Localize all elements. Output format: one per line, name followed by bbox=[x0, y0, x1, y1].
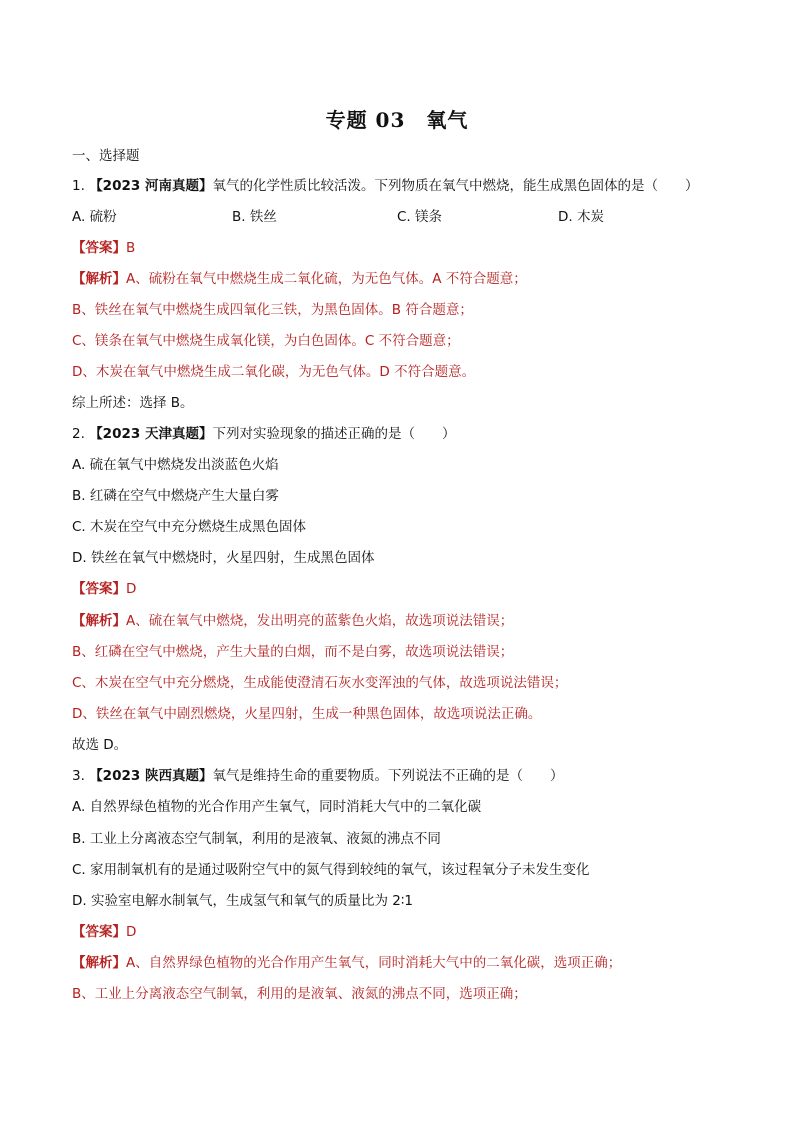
option-d: D. 铁丝在氧气中燃烧时，火星四射，生成黑色固体 bbox=[72, 550, 375, 566]
answer-line bbox=[72, 579, 136, 599]
analysis-label: 【解析】 bbox=[72, 613, 126, 629]
analysis-label: 【解析】 bbox=[72, 955, 126, 971]
question-number: 1. bbox=[72, 178, 85, 194]
question-text: 氧气是维持生命的重要物质。下列说法不正确的是（ ） bbox=[212, 768, 564, 784]
question-number: 2. bbox=[72, 426, 85, 442]
answer-label: 【答案】 bbox=[72, 240, 126, 256]
question-number: 3. bbox=[72, 768, 85, 784]
analysis-line: B、铁丝在氧气中燃烧生成四氧化三铁，为黑色固体。B 符合题意； bbox=[72, 302, 473, 318]
section-heading: 一、选择题 bbox=[72, 148, 140, 164]
option-a: A. 硫在氧气中燃烧发出淡蓝色火焰 bbox=[72, 457, 279, 473]
answer-value: B bbox=[126, 240, 136, 256]
analysis-label: 【解析】 bbox=[72, 271, 126, 287]
answer-line bbox=[72, 922, 136, 942]
option-b: B. 红磷在空气中燃烧产生大量白雾 bbox=[72, 488, 279, 504]
question-3-stem bbox=[72, 766, 563, 786]
analysis-line: C、木炭在空气中充分燃烧，生成能使澄清石灰水变浑浊的气体，故选项说法错误； bbox=[72, 675, 568, 691]
summary-line: 故选 D。 bbox=[72, 737, 128, 753]
option-d: D. 实验室电解水制氧气，生成氢气和氧气的质量比为 2∶1 bbox=[72, 893, 413, 909]
option-d: D. 木炭 bbox=[558, 209, 604, 225]
summary-line: 综上所述：选择 B。 bbox=[72, 395, 194, 411]
analysis-line: B、红磷在空气中燃烧，产生大量的白烟，而不是白雾，故选项说法错误； bbox=[72, 644, 514, 660]
question-source-tag: 【2023 陕西真题】 bbox=[89, 768, 213, 784]
option-a: A. 自然界绿色植物的光合作用产生氧气，同时消耗大气中的二氧化碳 bbox=[72, 799, 482, 815]
analysis-line: D、铁丝在氧气中剧烈燃烧，火星四射，生成一种黑色固体，故选项说法正确。 bbox=[72, 706, 542, 722]
question-source-tag: 【2023 河南真题】 bbox=[89, 178, 213, 194]
analysis-text: A、自然界绿色植物的光合作用产生氧气，同时消耗大气中的二氧化碳，选项正确； bbox=[126, 955, 622, 971]
answer-label: 【答案】 bbox=[72, 581, 126, 597]
question-2-stem bbox=[72, 424, 455, 444]
answer-line bbox=[72, 238, 135, 258]
analysis-line: D、木炭在氧气中燃烧生成二氧化碳，为无色气体。D 不符合题意。 bbox=[72, 364, 476, 380]
answer-value: D bbox=[126, 581, 137, 597]
question-text: 氧气的化学性质比较活泼。下列物质在氧气中燃烧，能生成黑色固体的是（ ） bbox=[212, 178, 699, 194]
analysis-text: A、硫在氧气中燃烧，发出明亮的蓝紫色火焰，故选项说法错误； bbox=[126, 613, 514, 629]
answer-label: 【答案】 bbox=[72, 924, 126, 940]
option-c: C. 家用制氧机有的是通过吸附空气中的氮气得到较纯的氧气，该过程氧分子未发生变化 bbox=[72, 862, 590, 878]
question-text: 下列对实验现象的描述正确的是（ ） bbox=[212, 426, 456, 442]
question-source-tag: 【2023 天津真题】 bbox=[89, 426, 213, 442]
option-a: A. 硫粉 bbox=[72, 209, 117, 225]
option-c: C. 木炭在空气中充分燃烧生成黑色固体 bbox=[72, 519, 307, 535]
analysis-line: C、镁条在氧气中燃烧生成氧化镁，为白色固体。C 不符合题意； bbox=[72, 333, 460, 349]
question-1-stem bbox=[72, 176, 698, 196]
page-title: 专题 03 氧气 bbox=[325, 108, 469, 132]
analysis-text: A、硫粉在氧气中燃烧生成二氧化硫，为无色气体。A 不符合题意； bbox=[126, 271, 527, 287]
option-b: B. 铁丝 bbox=[232, 209, 277, 225]
option-b: B. 工业上分离液态空气制氧，利用的是液氧、液氮的沸点不同 bbox=[72, 831, 441, 847]
analysis-line: B、工业上分离液态空气制氧，利用的是液氧、液氮的沸点不同，选项正确； bbox=[72, 986, 527, 1002]
analysis-line bbox=[72, 269, 527, 289]
answer-value: D bbox=[126, 924, 137, 940]
analysis-line bbox=[72, 953, 621, 973]
analysis-line bbox=[72, 611, 513, 631]
option-c: C. 镁条 bbox=[397, 209, 443, 225]
